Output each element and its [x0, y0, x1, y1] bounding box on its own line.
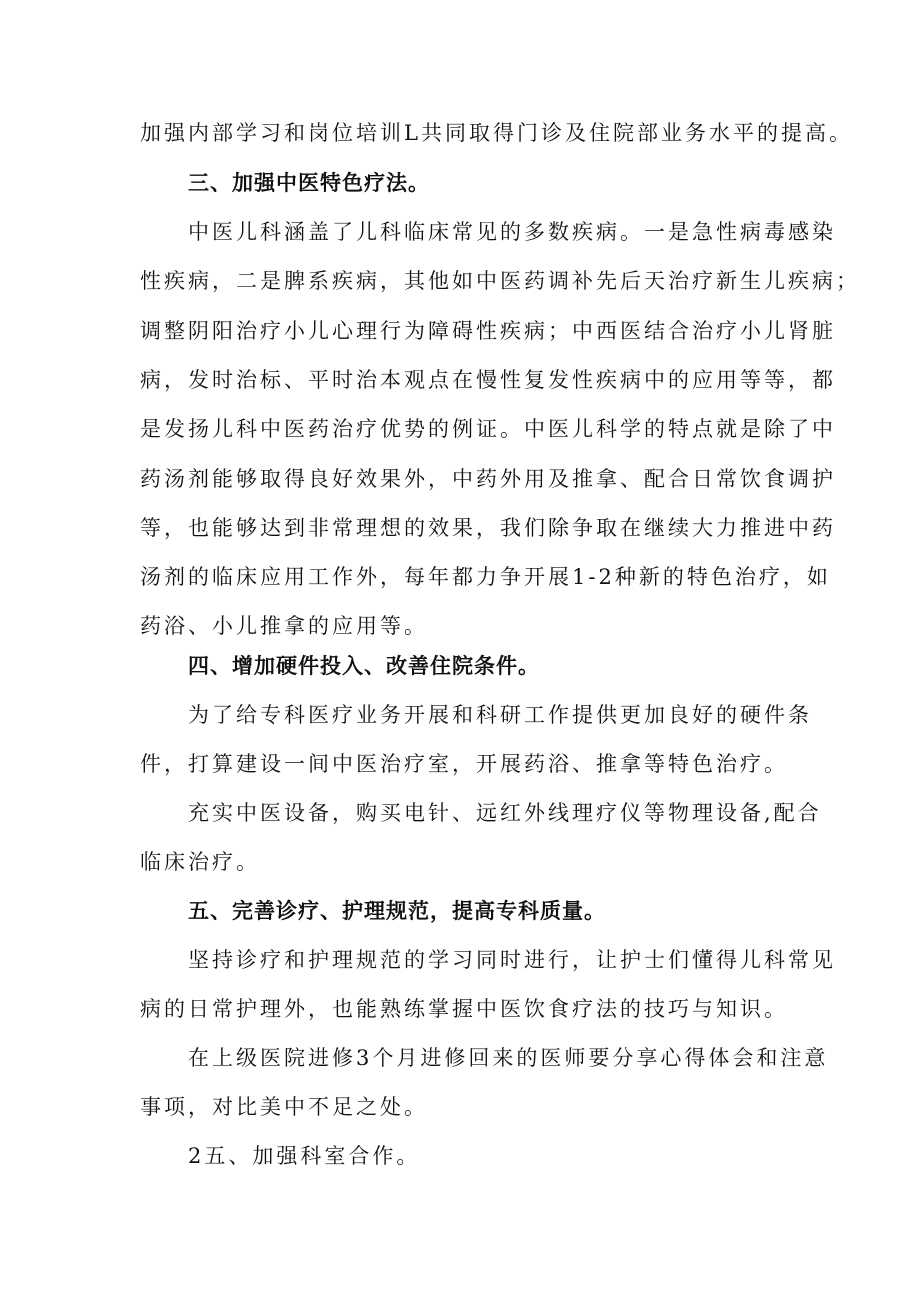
paragraph-line: 病的日常护理外，也能熟练掌握中医饮食疗法的技巧与知识。 [140, 997, 788, 1021]
paragraph-line: 坚持诊疗和护理规范的学习同时进行，让护士们懂得儿科常见 [188, 948, 836, 972]
paragraph-line: 调整阴阳治疗小儿心理行为障碍性疾病；中西医结合治疗小儿肾脏 [140, 319, 836, 343]
paragraph-line: 药浴、小儿推拿的应用等。 [140, 614, 428, 638]
paragraph-line: 加强内部学习和岗位培训L共同取得门诊及住院部业务水平的提高。 [140, 121, 853, 145]
paragraph-line: 汤剂的临床应用工作外，每年都力争开展1-2种新的特色治疗，如 [140, 565, 831, 589]
paragraph-line: 临床治疗。 [140, 850, 260, 874]
paragraph-line: 是发扬儿科中医药治疗优势的例证。中医儿科学的特点就是除了中 [140, 417, 836, 441]
section-heading-5: 五、完善诊疗、护理规范，提高专科质量。 [188, 899, 606, 923]
paragraph-line: 药汤剂能够取得良好效果外，中药外用及推拿、配合日常饮食调护 [140, 467, 836, 491]
section-heading-3: 三、加强中医特色疗法。 [188, 171, 430, 195]
paragraph-line: 件，打算建设一间中医治疗室，开展药浴、推拿等特色治疗。 [140, 752, 788, 776]
paragraph-line: 性疾病，二是脾系疾病，其他如中医药调补先后天治疗新生儿疾病； [140, 269, 860, 293]
paragraph-line: 为了给专科医疗业务开展和科研工作提供更加良好的硬件条 [188, 703, 812, 727]
paragraph-line: 充实中医设备，购买电针、远红外线理疗仪等物理设备,配合 [188, 801, 822, 825]
paragraph-line: 事项，对比美中不足之处。 [140, 1095, 428, 1119]
paragraph-line: 中医儿科涵盖了儿科临床常见的多数疾病。一是急性病毒感染 [188, 220, 836, 244]
section-heading-last: 2五、加强科室合作。 [188, 1144, 421, 1168]
paragraph-line: 等，也能够达到非常理想的效果，我们除争取在继续大力推进中药 [140, 516, 836, 540]
paragraph-line: 在上级医院进修3个月进修回来的医师要分享心得体会和注意 [188, 1046, 829, 1070]
paragraph-line: 病，发时治标、平时治本观点在慢性复发性疾病中的应用等等，都 [140, 368, 836, 392]
section-heading-4: 四、增加硬件投入、改善住院条件。 [188, 654, 540, 678]
